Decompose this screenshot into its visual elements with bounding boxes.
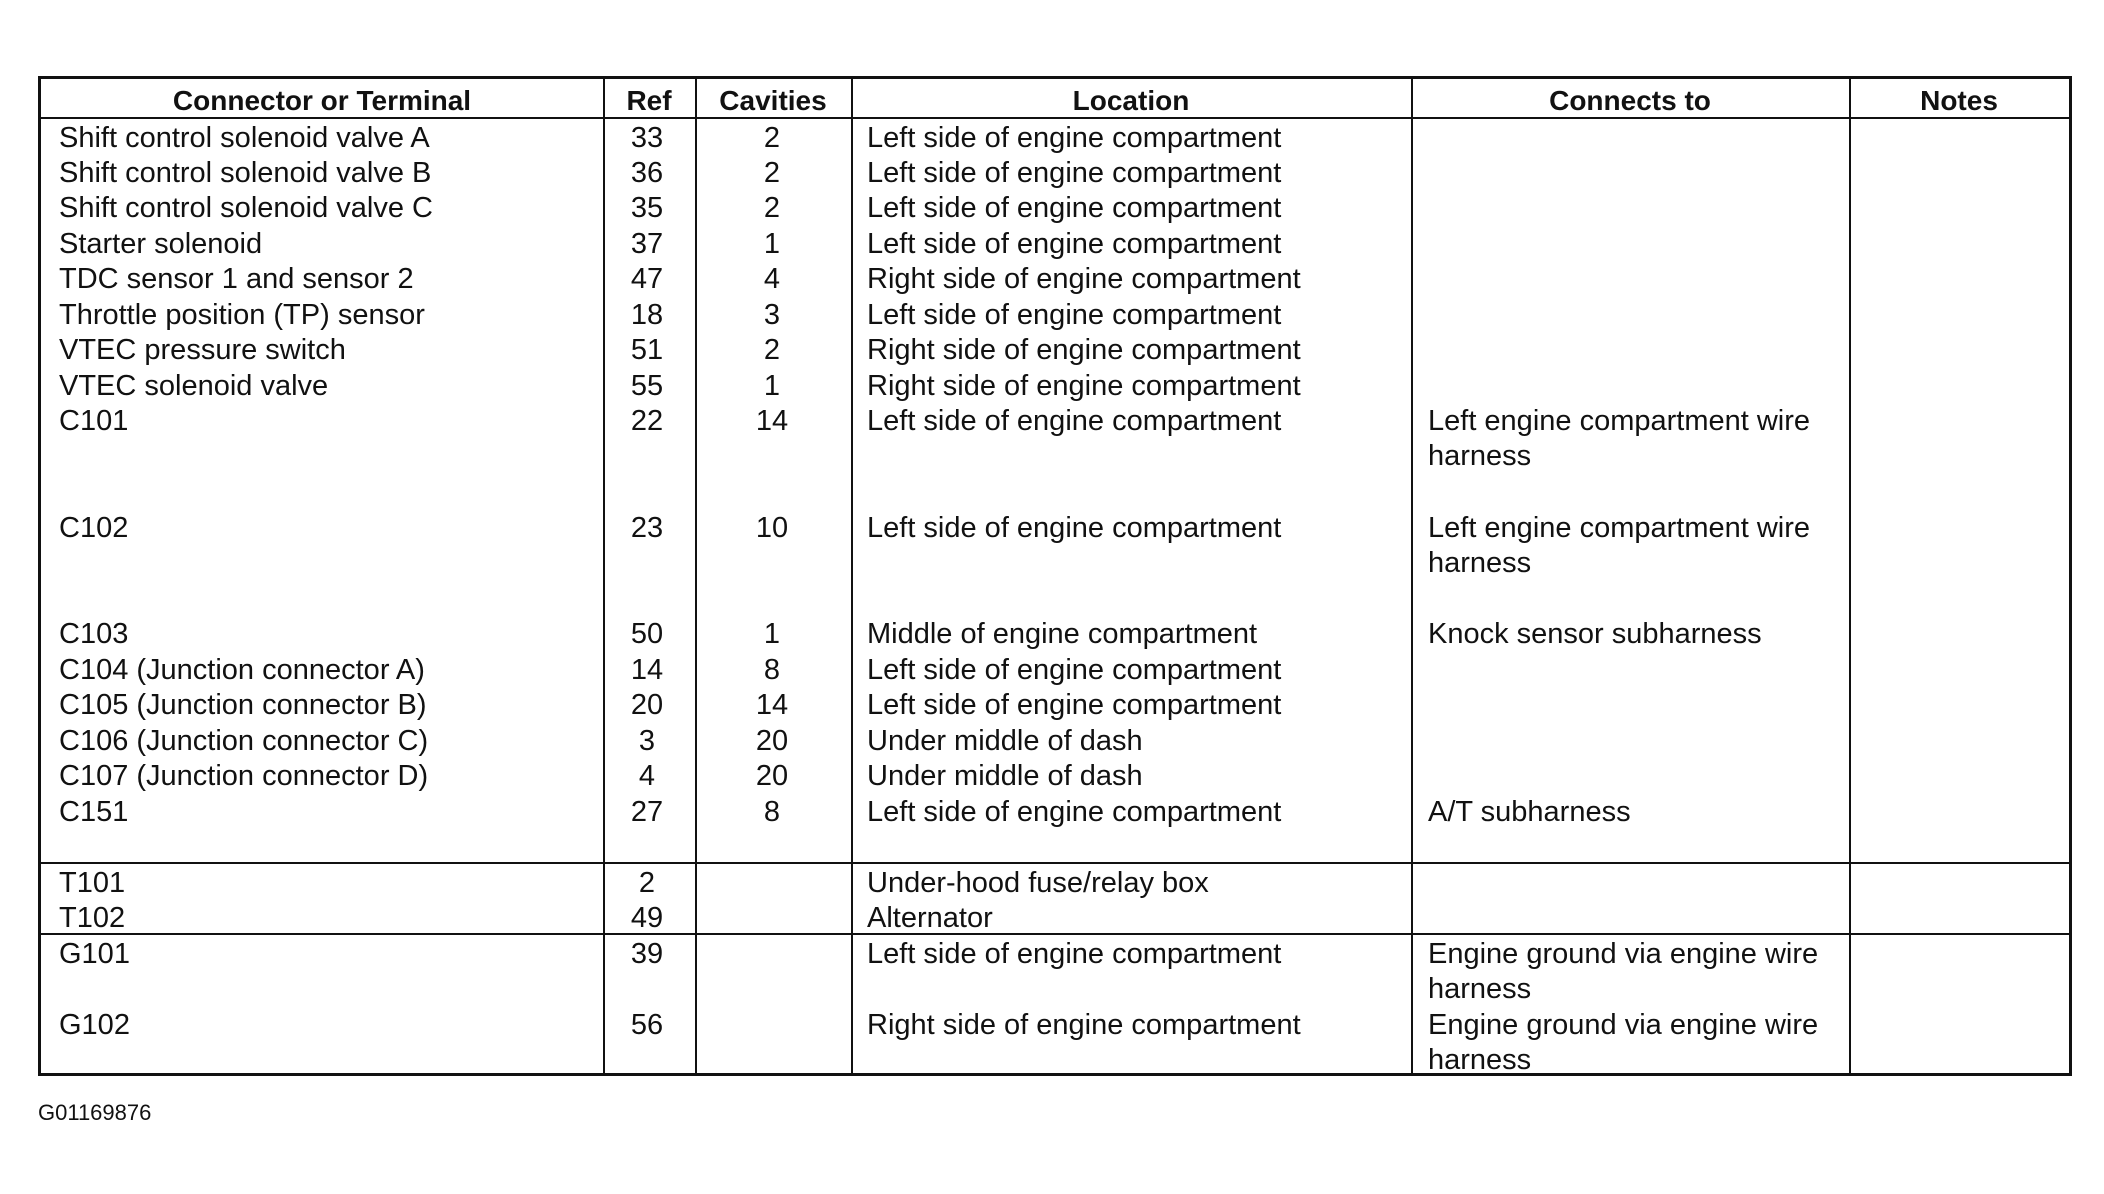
header-connects-to: Connects to (1549, 85, 1711, 116)
ref-number: 47 (630, 263, 664, 295)
cavities-count: 14 (755, 689, 789, 721)
ref-number: 27 (630, 796, 664, 828)
section-rule-terminals (41, 862, 2069, 864)
connects-to-text: Engine ground via engine wire harness (1428, 1009, 1819, 1076)
column-divider (1411, 79, 1413, 1073)
header-location: Location (1072, 85, 1190, 116)
cavities-count: 14 (755, 405, 789, 437)
cavities-count: 8 (763, 796, 781, 828)
location-text: Left side of engine compartment (867, 122, 1282, 154)
connector-name: C151 (59, 796, 129, 828)
location-text: Alternator (867, 902, 993, 934)
cavities-count: 1 (763, 370, 781, 402)
header-connector-or-terminal: Connector or Terminal (172, 85, 472, 116)
cavities-count: 20 (755, 725, 789, 757)
location-text: Under middle of dash (867, 725, 1143, 757)
column-divider (851, 79, 853, 1073)
connector-name: C103 (59, 618, 129, 650)
connects-to-text: Left engine compartment wire harness (1428, 405, 1811, 472)
header-rule (41, 117, 2069, 119)
cavities-count: 4 (763, 263, 781, 295)
connector-name: T101 (59, 867, 126, 899)
ref-number: 23 (630, 512, 664, 544)
ref-number: 51 (630, 334, 664, 366)
cavities-count: 1 (763, 228, 781, 260)
ref-number: 49 (630, 902, 664, 934)
location-text: Right side of engine compartment (867, 370, 1301, 402)
connector-name: Shift control solenoid valve A (59, 122, 430, 154)
connects-to-text: A/T subharness (1428, 796, 1631, 828)
connector-name: C104 (Junction connector A) (59, 654, 425, 686)
ref-number: 55 (630, 370, 664, 402)
ref-number: 37 (630, 228, 664, 260)
cavities-count: 2 (763, 157, 781, 189)
location-text: Under middle of dash (867, 760, 1143, 792)
ref-number: 22 (630, 405, 664, 437)
cavities-count: 10 (755, 512, 789, 544)
location-text: Left side of engine compartment (867, 405, 1282, 437)
column-divider (1849, 79, 1851, 1073)
cavities-count: 1 (763, 618, 781, 650)
ref-number: 36 (630, 157, 664, 189)
connector-name: Starter solenoid (59, 228, 263, 260)
cavities-count: 20 (755, 760, 789, 792)
connector-name: C106 (Junction connector C) (59, 725, 429, 757)
cavities-count: 2 (763, 192, 781, 224)
ref-number: 2 (638, 867, 656, 899)
ref-number: 4 (638, 760, 656, 792)
connector-name: Shift control solenoid valve B (59, 157, 432, 189)
connector-name: Throttle position (TP) sensor (59, 299, 425, 331)
location-text: Left side of engine compartment (867, 689, 1282, 721)
header-cavities: Cavities (719, 85, 827, 116)
location-text: Right side of engine compartment (867, 1009, 1301, 1041)
ref-number: 14 (630, 654, 664, 686)
connector-name: VTEC pressure switch (59, 334, 346, 366)
cavities-count: 3 (763, 299, 781, 331)
ref-number: 50 (630, 618, 664, 650)
location-text: Right side of engine compartment (867, 334, 1301, 366)
ref-number: 56 (630, 1009, 664, 1041)
ref-number: 39 (630, 938, 664, 970)
ref-number: 18 (630, 299, 664, 331)
connector-table (38, 76, 2072, 1076)
header-ref: Ref (626, 85, 672, 116)
location-text: Under-hood fuse/relay box (867, 867, 1209, 899)
location-text: Left side of engine compartment (867, 938, 1282, 970)
location-text: Left side of engine compartment (867, 796, 1282, 828)
figure-id: G01169876 (38, 1100, 152, 1125)
ref-number: 35 (630, 192, 664, 224)
location-text: Middle of engine compartment (867, 618, 1258, 650)
connector-name: TDC sensor 1 and sensor 2 (59, 263, 414, 295)
connector-name: VTEC solenoid valve (59, 370, 329, 402)
connects-to-text: Knock sensor subharness (1428, 618, 1762, 650)
location-text: Left side of engine compartment (867, 228, 1282, 260)
connector-name: C102 (59, 512, 129, 544)
connector-name: Shift control solenoid valve C (59, 192, 433, 224)
connector-name: G102 (59, 1009, 130, 1041)
cavities-count: 2 (763, 334, 781, 366)
location-text: Left side of engine compartment (867, 157, 1282, 189)
location-text: Left side of engine compartment (867, 512, 1282, 544)
location-text: Right side of engine compartment (867, 263, 1301, 295)
ref-number: 3 (638, 725, 656, 757)
connector-name: C105 (Junction connector B) (59, 689, 427, 721)
connector-name: C107 (Junction connector D) (59, 760, 429, 792)
cavities-count: 2 (763, 122, 781, 154)
ref-number: 20 (630, 689, 664, 721)
header-notes: Notes (1920, 85, 1998, 116)
connects-to-text: Engine ground via engine wire harness (1428, 938, 1819, 1005)
location-text: Left side of engine compartment (867, 654, 1282, 686)
location-text: Left side of engine compartment (867, 299, 1282, 331)
connector-name: G101 (59, 938, 130, 970)
connector-name: T102 (59, 902, 126, 934)
section-rule-grounds (41, 933, 2069, 935)
ref-number: 33 (630, 122, 664, 154)
location-text: Left side of engine compartment (867, 192, 1282, 224)
cavities-count: 8 (763, 654, 781, 686)
connects-to-text: Left engine compartment wire harness (1428, 512, 1811, 579)
connector-name: C101 (59, 405, 129, 437)
